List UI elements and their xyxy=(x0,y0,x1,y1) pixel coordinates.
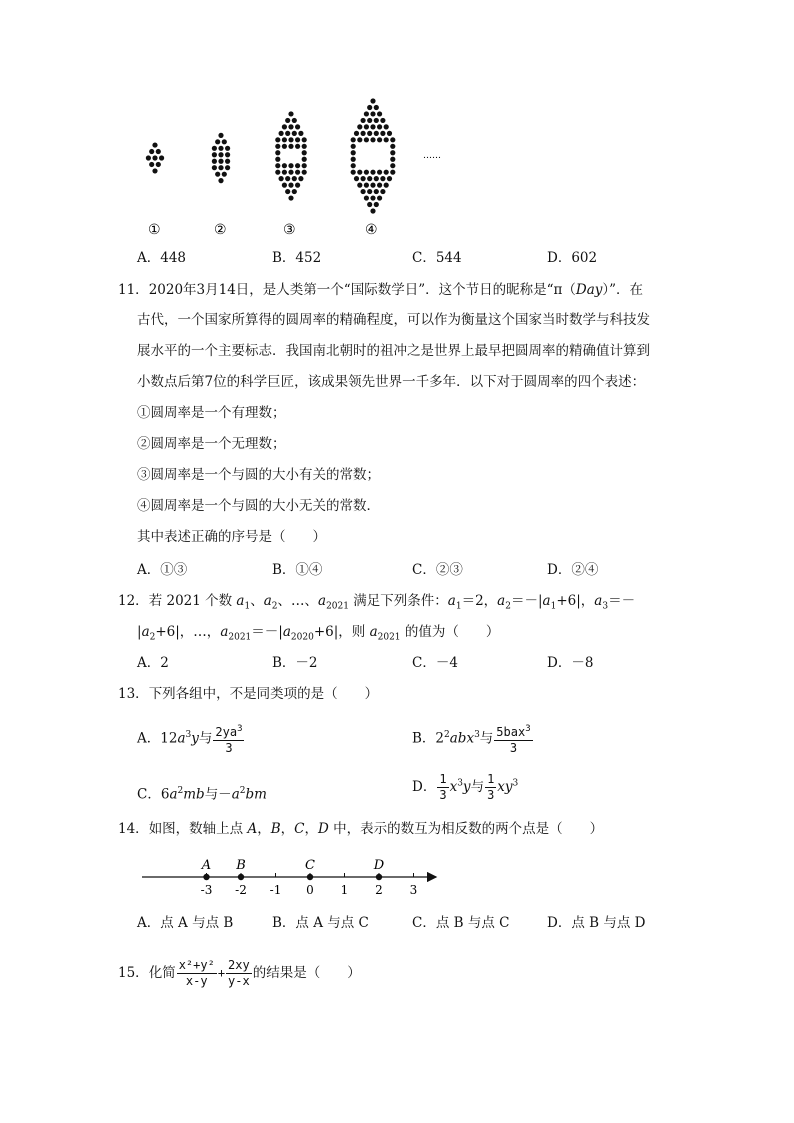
pattern-2-dot xyxy=(212,159,217,164)
pattern-3-dot xyxy=(288,163,293,168)
pattern-4-dot xyxy=(384,137,389,142)
pattern-4-dot xyxy=(357,137,362,142)
pattern-3-dot xyxy=(282,137,287,142)
pattern-3-dot xyxy=(285,131,290,136)
q10-option-a[interactable]: A．448 xyxy=(137,250,187,266)
pattern-4-dot xyxy=(390,157,395,162)
pattern-4-dot xyxy=(351,150,356,155)
pattern-3-dot xyxy=(295,144,300,149)
q14-option-b[interactable]: B．点 A 与点 C xyxy=(272,915,369,931)
q14-option-a[interactable]: A．点 A 与点 B xyxy=(137,915,234,931)
number-line-tick-label: 3 xyxy=(409,883,418,897)
q13-option-d[interactable]: D． $\frac{1}{3}$ $x^3y$与 $\frac{1}{3}$ $xy^3$ xyxy=(412,772,519,802)
pattern-3-dot xyxy=(282,124,287,129)
pattern-4-dot xyxy=(380,189,385,194)
q11-statement-1: ①圆周率是一个有理数； xyxy=(137,405,286,421)
pattern-2-dot xyxy=(222,172,227,177)
number-line-point-label: C xyxy=(305,858,315,873)
pattern-3-dot xyxy=(298,131,303,136)
pattern-1-dot xyxy=(156,149,161,154)
pattern-2-dot xyxy=(212,152,217,157)
pattern-4-dot xyxy=(380,131,385,136)
q12-option-a[interactable]: A．2 xyxy=(137,655,169,671)
pattern-3-dot xyxy=(285,176,290,181)
q10-option-b[interactable]: B．452 xyxy=(272,250,322,266)
pattern-2-dot xyxy=(215,172,220,177)
pattern-label-4: ④ xyxy=(365,222,378,238)
pattern-4-dot xyxy=(374,118,379,123)
pattern-4-dot xyxy=(390,150,395,155)
pattern-3-dot xyxy=(302,150,307,155)
pattern-4-dot xyxy=(374,131,379,136)
pattern-4-dot xyxy=(370,170,375,175)
q11-line-2: 古代，一个国家所算得的圆周率的精确程度，可以作为衡量这个国家当时数学与科技发 xyxy=(137,312,650,328)
q11-option-a[interactable]: A．①③ xyxy=(137,562,188,578)
q15-number: 15． xyxy=(118,965,149,981)
pattern-1-dot xyxy=(159,155,164,160)
pattern-4-dot xyxy=(351,137,356,142)
pattern-3-dot xyxy=(279,131,284,136)
pattern-4-dot xyxy=(370,111,375,116)
q13-stem: 13．下列各组中，不是同类项的是（ ） xyxy=(118,686,379,702)
pattern-4-dot xyxy=(374,105,379,110)
pattern-4-dot xyxy=(370,183,375,188)
pattern-3-dot xyxy=(288,183,293,188)
q14-option-d[interactable]: D．点 B 与点 D xyxy=(547,915,646,931)
pattern-4-dot xyxy=(351,157,356,162)
pattern-4-dot xyxy=(357,124,362,129)
pattern-4-dot xyxy=(351,163,356,168)
q12-line-2: $|a_2+6|$，…，$a_{2021}=-|a_{2020}+6|$，则 $a_{2021}$ 的值为（ ） xyxy=(137,624,500,643)
q15-stem: 15．化简 $\frac{\text{x²+y²}}{x-y}$ + $\frac{2xy}{y-x}$ 的结果是（ ） xyxy=(118,958,361,988)
number-line-tick-label: 1 xyxy=(340,883,349,897)
pattern-2-dot xyxy=(225,152,230,157)
pattern-4-dot xyxy=(361,131,366,136)
pattern-3-dot xyxy=(288,137,293,142)
pattern-1-dot xyxy=(152,142,157,147)
pattern-3-dot xyxy=(275,163,280,168)
pattern-4-dot xyxy=(377,137,382,142)
number-line-tick-label: -3 xyxy=(200,883,213,897)
dot-pattern-figure xyxy=(130,98,460,238)
number-line-tick-label: 2 xyxy=(375,883,383,897)
q11-statement-4: ④圆周率是一个与圆的大小无关的常数． xyxy=(137,498,380,514)
pattern-3-dot xyxy=(288,124,293,129)
pattern-3-dot xyxy=(288,111,293,116)
ellipsis: …… xyxy=(423,151,441,161)
q15-fraction-2: $\frac{2xy}{y-x}$ xyxy=(228,958,250,988)
pattern-4-dot xyxy=(351,144,356,149)
pattern-4-dot xyxy=(384,170,389,175)
pattern-3-dot xyxy=(275,137,280,142)
q11-number: 11． xyxy=(118,282,149,298)
pattern-3-dot xyxy=(302,137,307,142)
pattern-3-dot xyxy=(292,118,297,123)
pattern-4-dot xyxy=(384,124,389,129)
pattern-2-dot xyxy=(225,159,230,164)
pattern-3-dot xyxy=(282,183,287,188)
q10-option-d[interactable]: D．602 xyxy=(547,250,598,266)
pattern-4-dot xyxy=(370,208,375,213)
q13-b-fraction: $\frac{5bax^3}{3}$ xyxy=(496,724,531,755)
pattern-4-dot xyxy=(357,183,362,188)
pattern-3-dot xyxy=(279,176,284,181)
pattern-4-dot xyxy=(364,195,369,200)
pattern-2-dot xyxy=(212,165,217,170)
pattern-4-dot xyxy=(367,176,372,181)
pattern-3-dot xyxy=(275,144,280,149)
pattern-3-dot xyxy=(302,157,307,162)
pattern-4-dot xyxy=(390,144,395,149)
pattern-3-dot xyxy=(288,144,293,149)
pattern-4-dot xyxy=(387,131,392,136)
pattern-3-dot xyxy=(292,189,297,194)
q13-option-a[interactable]: A．$12a^3y$与 $\frac{2ya^3}{3}$ xyxy=(137,724,243,755)
q14-stem: 14．如图，数轴上点 A，B，C，D 中，表示的数互为相反数的两个点是（ ） xyxy=(118,821,604,837)
q11-statement-3: ③圆周率是一个与圆的大小有关的常数； xyxy=(137,467,380,483)
q11-line-3: 展水平的一个主要标志．我国南北朝时的祖冲之是世界上最早把圆周率的精确值计算到 xyxy=(137,343,650,359)
pattern-4-dot xyxy=(354,176,359,181)
pattern-4-dot xyxy=(390,170,395,175)
q15-fraction-1: $\frac{\text{x²+y²}}{x-y}$ xyxy=(178,958,215,988)
pattern-2-dot xyxy=(218,159,223,164)
number-line-point-label: D xyxy=(373,858,385,873)
pattern-3-dot xyxy=(288,170,293,175)
q12-number: 12． xyxy=(118,593,149,609)
pattern-3-dot xyxy=(285,118,290,123)
pattern-2-dot xyxy=(225,165,230,170)
pattern-4-dot xyxy=(370,124,375,129)
number-line-point-label: B xyxy=(236,858,246,873)
pattern-4-dot xyxy=(364,170,369,175)
pattern-3-dot xyxy=(298,176,303,181)
pattern-4-dot xyxy=(390,137,395,142)
pattern-2-dot xyxy=(215,139,220,144)
pattern-1-dot xyxy=(146,155,151,160)
pattern-4-dot xyxy=(367,189,372,194)
number-line-point-label: A xyxy=(201,858,212,873)
pattern-4-dot xyxy=(380,118,385,123)
pattern-1-dot xyxy=(156,162,161,167)
pattern-4-dot xyxy=(370,195,375,200)
pattern-3-dot xyxy=(288,195,293,200)
q13-a-fraction: $\frac{2ya^3}{3}$ xyxy=(215,724,243,755)
pattern-4-dot xyxy=(364,183,369,188)
pattern-3-dot xyxy=(295,183,300,188)
pattern-4-dot xyxy=(380,176,385,181)
number-line-tick-label: 0 xyxy=(306,883,314,897)
pattern-2-dot xyxy=(218,165,223,170)
number-line-point-d xyxy=(376,874,382,880)
q11-line-4: 小数点后第7位的科学巨匠，该成果领先世界一千多年．以下对于圆周率的四个表述： xyxy=(137,374,646,390)
pattern-4-dot xyxy=(364,124,369,129)
q11-line-1: 11．2020年3月14日，是人类第一个“国际数学日”．这个节日的昵称是“π（Day）”．在 xyxy=(118,282,644,298)
pattern-4-dot xyxy=(377,124,382,129)
pattern-4-dot xyxy=(367,202,372,207)
pattern-2-dot xyxy=(225,146,230,151)
pattern-3-dot xyxy=(292,176,297,181)
pattern-1-dot xyxy=(152,168,157,173)
number-line xyxy=(140,852,450,902)
pattern-4-dot xyxy=(357,170,362,175)
pattern-4-dot xyxy=(364,137,369,142)
pattern-4-dot xyxy=(367,105,372,110)
q12-option-c[interactable]: C．－4 xyxy=(412,655,458,671)
pattern-3-dot xyxy=(282,163,287,168)
pattern-3-dot xyxy=(292,131,297,136)
q12-line-1: 12．若 2021 个数 $a_1$、$a_2$、…、$a_{2021}$ 满足下列条件：$a_1=2$，$a_2=-|a_1+6|$，$a_3=-$ xyxy=(118,593,636,612)
pattern-3-dot xyxy=(275,157,280,162)
q11-statement-2: ②圆周率是一个无理数； xyxy=(137,436,286,452)
pattern-2-dot xyxy=(218,146,223,151)
pattern-4-dot xyxy=(361,176,366,181)
pattern-1-dot xyxy=(149,162,154,167)
pattern-label-2: ② xyxy=(214,222,227,238)
q14-number: 14． xyxy=(118,821,149,837)
pattern-4-dot xyxy=(377,111,382,116)
number-line-tick-label: -1 xyxy=(269,883,282,897)
pattern-3-dot xyxy=(302,144,307,149)
q10-option-c[interactable]: C．544 xyxy=(412,250,462,266)
pattern-3-dot xyxy=(275,150,280,155)
pattern-4-dot xyxy=(367,118,372,123)
pattern-4-dot xyxy=(377,183,382,188)
pattern-3-dot xyxy=(282,144,287,149)
pattern-label-1: ① xyxy=(148,222,161,238)
pattern-4-dot xyxy=(387,176,392,181)
pattern-1-dot xyxy=(149,149,154,154)
q14-option-c[interactable]: C．点 B 与点 C xyxy=(412,915,510,931)
pattern-3-dot xyxy=(275,170,280,175)
pattern-3-dot xyxy=(295,137,300,142)
q12-option-b[interactable]: B．－2 xyxy=(272,655,318,671)
q11-option-b[interactable]: B．①④ xyxy=(272,562,323,578)
number-line-tick-label: -2 xyxy=(235,883,247,897)
pattern-label-3: ③ xyxy=(283,222,296,238)
pattern-4-dot xyxy=(390,163,395,168)
q12-option-d[interactable]: D．－8 xyxy=(547,655,594,671)
pattern-3-dot xyxy=(285,189,290,194)
pattern-1-dot xyxy=(152,155,157,160)
q13-option-b[interactable]: B．$2^2abx^3$与 $\frac{5bax^3}{3}$ xyxy=(412,724,531,755)
q11-option-d[interactable]: D．②④ xyxy=(547,562,599,578)
q13-number: 13． xyxy=(118,686,149,702)
number-line-point-c xyxy=(307,874,313,880)
pattern-2-dot xyxy=(218,178,223,183)
pattern-4-dot xyxy=(370,137,375,142)
pattern-4-dot xyxy=(377,195,382,200)
pattern-3-dot xyxy=(295,124,300,129)
pattern-4-dot xyxy=(377,170,382,175)
pattern-3-dot xyxy=(282,170,287,175)
pattern-4-dot xyxy=(374,202,379,207)
pattern-4-dot xyxy=(361,189,366,194)
pattern-4-dot xyxy=(361,118,366,123)
pattern-3-dot xyxy=(302,163,307,168)
pattern-4-dot xyxy=(370,98,375,103)
pattern-2-dot xyxy=(218,133,223,138)
pattern-4-dot xyxy=(364,111,369,116)
pattern-4-dot xyxy=(354,131,359,136)
pattern-3-dot xyxy=(295,163,300,168)
q13-option-c[interactable]: C．$6a^2mb$与$-a^2bm$ xyxy=(137,786,267,803)
pattern-2-dot xyxy=(218,152,223,157)
q11-question: 其中表述正确的序号是（ ） xyxy=(137,529,326,545)
number-line-point-a xyxy=(203,874,209,880)
pattern-3-dot xyxy=(302,170,307,175)
q11-option-c[interactable]: C．②③ xyxy=(412,562,463,578)
pattern-2-dot xyxy=(222,139,227,144)
pattern-4-dot xyxy=(384,183,389,188)
pattern-3-dot xyxy=(295,170,300,175)
pattern-4-dot xyxy=(367,131,372,136)
number-line-point-b xyxy=(238,874,244,880)
pattern-2-dot xyxy=(212,146,217,151)
pattern-4-dot xyxy=(374,189,379,194)
pattern-4-dot xyxy=(351,170,356,175)
pattern-4-dot xyxy=(374,176,379,181)
